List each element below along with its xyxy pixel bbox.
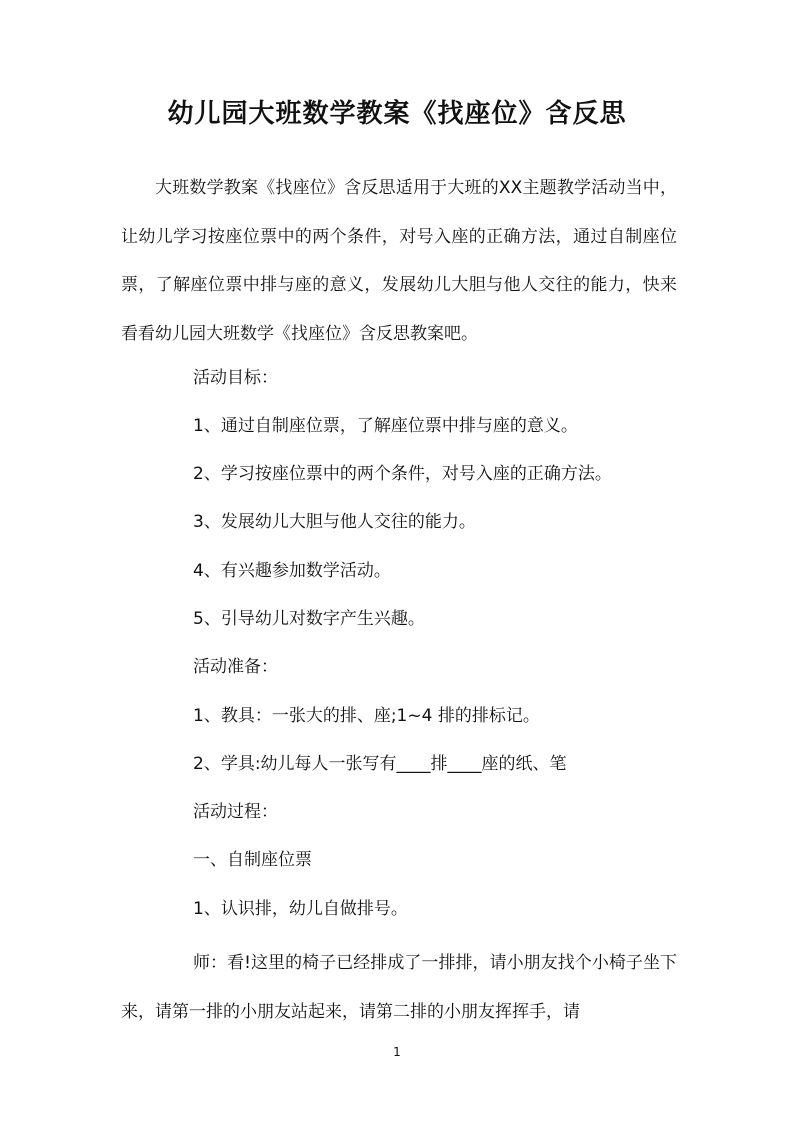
prep-item-1: 1、教具：一张大的排、座;1~4 排的排标记。 <box>193 706 540 726</box>
goal-item-3: 3、发展幼儿大胆与他人交往的能力。 <box>193 512 476 532</box>
dialog-paragraph: 师：看!这里的椅子已经排成了一排排，请小朋友找个小椅子坐下来，请第一排的小朋友站起来，请第二排的小朋友挥挥手，请 <box>121 953 677 1022</box>
document-title: 幼儿园大班数学教案《找座位》含反思 <box>167 99 627 129</box>
intro-paragraph: 大班数学教案《找座位》含反思适用于大班的XX主题教学活动当中，让幼儿学习按座位票中的两个条件，对号入座的正确方法，通过自制座位票，了解座位票中排与座的意义，发展幼儿大胆与他人交往的能力，快来看看幼儿园大班数学《找座位》含反思教案吧。 <box>121 178 677 344</box>
process-heading: 活动过程： <box>193 802 278 822</box>
goal-item-5: 5、引导幼儿对数字产生兴趣。 <box>193 609 425 629</box>
goal-item-4: 4、有兴趣参加数学活动。 <box>193 561 391 581</box>
step-item-1: 1、认识排，幼儿自做排号。 <box>193 899 408 919</box>
prep-heading: 活动准备： <box>193 657 278 677</box>
section-heading-one: 一、自制座位票 <box>193 850 312 870</box>
prep-item-2: 2、学具:幼儿每人一张写有____排____座的纸、笔 <box>193 754 567 774</box>
goals-heading: 活动目标： <box>193 368 278 388</box>
goal-item-1: 1、通过自制座位票，了解座位票中排与座的意义。 <box>193 416 578 436</box>
page-number: 1 <box>393 1045 401 1059</box>
goal-item-2: 2、学习按座位票中的两个条件，对号入座的正确方法。 <box>193 464 612 484</box>
